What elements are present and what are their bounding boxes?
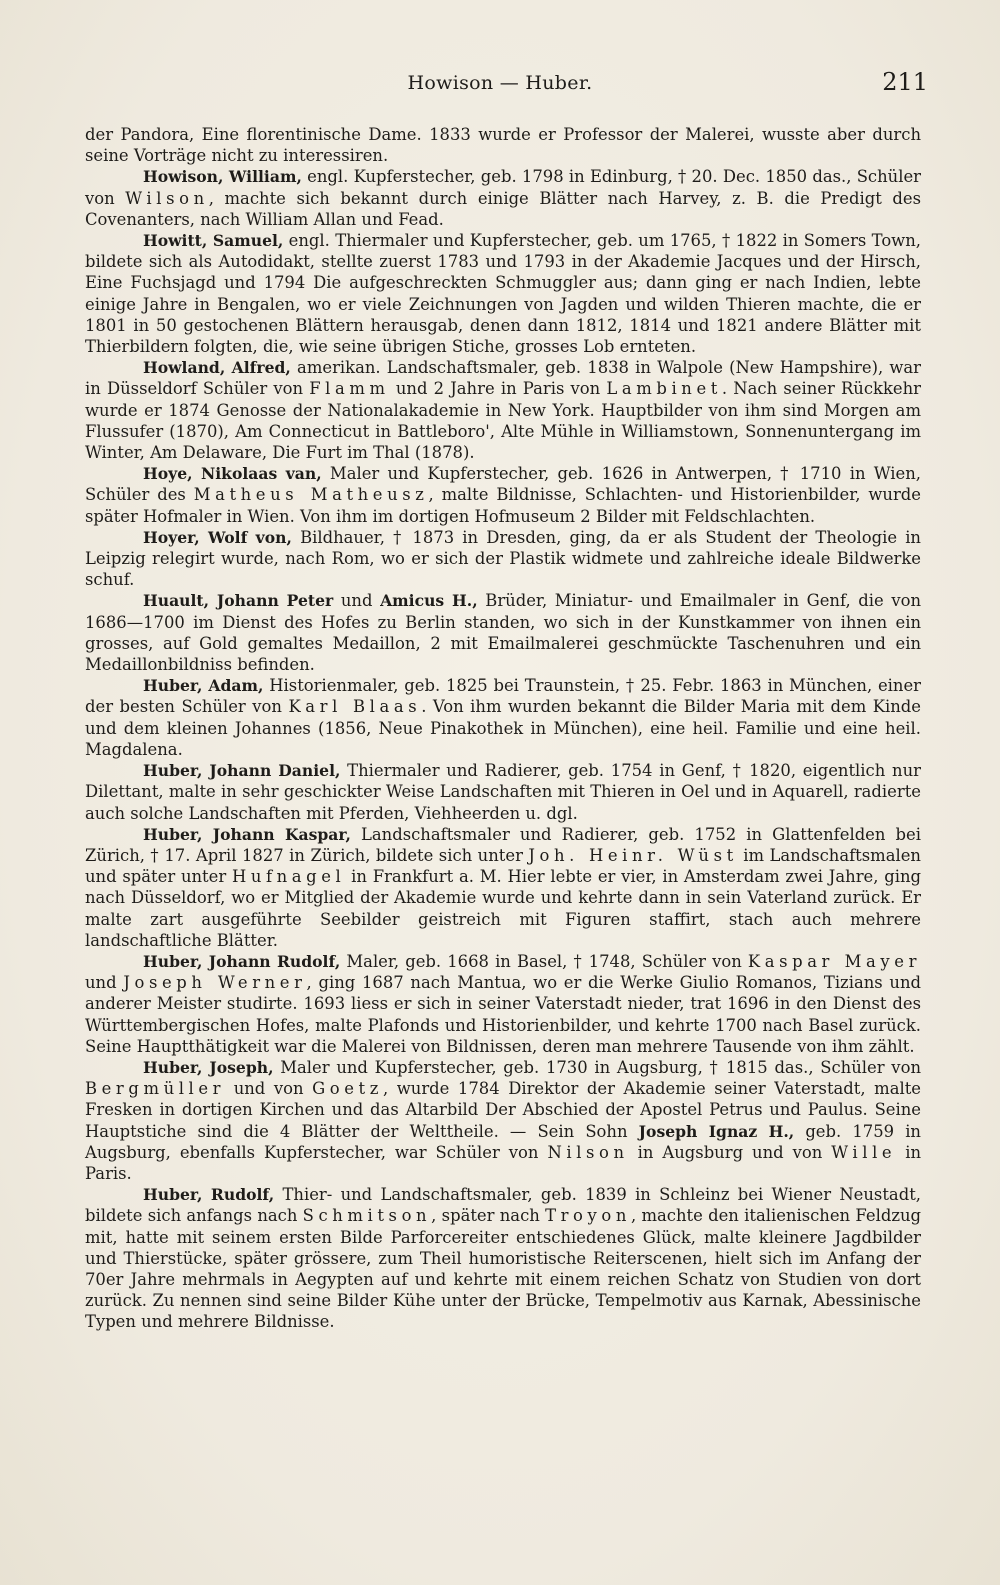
entry-text: Historienmaler, geb. 1825 bei Traunstein, † 25. Febr. 1863 in München, einer der besten Schüler von bbox=[85, 676, 921, 717]
entry-text: Bildhauer, † 1873 in Dresden, ging, da er als Student der Theologie in Leipzig relegirt wurde, nach Rom, wo er sich der Plastik widmete und zahlreiche ideale Bildwerke schuf. bbox=[85, 527, 921, 590]
spaced-name: Wille bbox=[831, 1142, 897, 1162]
dictionary-entry bbox=[85, 230, 921, 357]
entry-text: und von bbox=[225, 1079, 313, 1099]
entry-text: engl. Kupferstecher, geb. 1798 in Edinburg, † 20. Dec. 1850 das., Schüler von bbox=[85, 167, 921, 208]
entry-text: und bbox=[85, 973, 124, 993]
entry-text: , machte den italienischen Feldzug mit, hatte mit seinem ersten Bilde Parforcereiter entschiedenes Glück, malte kleinere Jagdbilder und Thierstücke, später grössere, zum Theil humoristische Reiterscenen, hielt sich im Anfang der 70er Jahre mehrmals in Aegypten auf und kehrte mit einem reichen Schatz von Studien von dort zurück. Zu nennen sind seine Bilder Kühe unter der Brücke, Tempelmotiv aus Karnak, Abessinische Typen und mehrere Bildnisse. bbox=[85, 1206, 921, 1332]
spaced-name: Matheus Matheusz bbox=[193, 485, 429, 505]
entry-text: der Pandora, Eine florentinische Dame. 1833 wurde er Professor der Malerei, wusste aber durch seine Vorträge nicht zu interessiren. bbox=[85, 125, 921, 166]
spaced-name: Wilson bbox=[125, 188, 209, 208]
entry-text: in Frankfurt a. M. Hier lebte er vier, in Amsterdam zwei Jahre, ging nach Düsseldorf, wo er Mitglied der Akademie wurde und kehrte dann in sein Vaterland zurück. Er malte zart ausgeführte Seebilder geistreich mit Figuren staffirt, stach auch mehrere landschaftliche Blätter. bbox=[85, 867, 921, 950]
spaced-name: Joseph Werner bbox=[123, 973, 307, 993]
spaced-name: Troyon bbox=[545, 1206, 631, 1226]
entry-text: im Landschaftsmalen und später unter bbox=[85, 845, 921, 887]
entry-text: , später nach bbox=[431, 1206, 546, 1226]
dictionary-entry bbox=[85, 1184, 921, 1332]
entry-text: , machte sich bekannt durch einige Blätter nach Harvey, z. B. die Predigt des Covenanters, nach William Allan und Fead. bbox=[85, 188, 921, 229]
dictionary-entry bbox=[85, 1057, 921, 1184]
running-head bbox=[0, 68, 1000, 104]
entry-text: . Nach seiner Rückkehr wurde er 1874 Genosse der Nationalakademie in New York. Hauptbilder von ihm sind Morgen am Flussufer (1870), Am Connecticut in Battleboro', Alte Mühle in Williamstown, Sonnenuntergang im Winter, Am Delaware, Die Furt im Thal (1878). bbox=[85, 379, 921, 463]
entry-text: Maler und Kupferstecher, geb. 1626 in Antwerpen, † 1710 in Wien, Schüler des bbox=[85, 464, 921, 505]
entry-headword: Huber, Adam, bbox=[143, 676, 264, 696]
dictionary-entry bbox=[85, 675, 921, 760]
entry-headword: Huber, Johann Kaspar, bbox=[143, 824, 351, 844]
entry-text: Maler, geb. 1668 in Basel, † 1748, Schüler von bbox=[340, 951, 748, 971]
entry-headword: Huber, Rudolf, bbox=[143, 1185, 275, 1205]
spaced-name: Nilson bbox=[547, 1142, 629, 1162]
entry-headword: Howland, Alfred, bbox=[143, 358, 291, 378]
dictionary-entry bbox=[85, 463, 921, 527]
entry-text: amerikan. Landschaftsmaler, geb. 1838 in Walpole (New Hampshire), war in Düsseldorf Schüler von bbox=[85, 358, 922, 399]
spaced-name: Karl Blaas bbox=[288, 697, 422, 717]
entry-text: . Von ihm wurden bekannt die Bilder Maria mit dem Kinde und dem kleinen Johannes (1856, Neue Pinakothek in München), eine heil. Familie und eine heil. Magdalena. bbox=[85, 697, 922, 759]
entry-text: , malte Bildnisse, Schlachten- und Historienbilder, wurde später Hofmaler in Wien. Von ihm im dortigen Hofmuseum 2 Bilder mit Feldschlachten. bbox=[85, 485, 921, 526]
page-number: 211 bbox=[882, 68, 928, 96]
entry-text: Landschaftsmaler und Radierer, geb. 1752 in Glattenfelden bei Zürich, † 17. April 1827 in Zürich, bildete sich unter bbox=[85, 824, 921, 865]
entry-headword: Howison, William, bbox=[143, 167, 302, 187]
entry-text: , ging 1687 nach Mantua, wo er die Werke Giulio Romanos, Tizians und anderer Meister studirte. 1693 liess er sich in seiner Vaterstadt nieder, trat 1696 in den Dienst des Württembergischen Hofes, malte Plafonds und Historienbilder, und kehrte 1700 nach Basel zurück. Seine Hauptthätigkeit war die Malerei von Bildnissen, deren man mehrere Tausende von ihm zählt. bbox=[85, 973, 922, 1056]
entry-text: und bbox=[333, 591, 381, 611]
entry-headword: Howitt, Samuel, bbox=[143, 231, 284, 251]
entry-text: Thier- und Landschaftsmaler, geb. 1839 in Schleinz bei Wiener Neustadt, bildete sich anfangs nach bbox=[85, 1185, 921, 1226]
dictionary-entry bbox=[85, 824, 921, 951]
spaced-name: Kaspar Mayer bbox=[747, 951, 921, 971]
entry-text: Thiermaler und Radierer, geb. 1754 in Genf, † 1820, eigentlich nur Dilettant, malte in sehr geschickter Weise Landschaften mit Thieren in Oel und in Aquarell, radierte auch solche Landschaften mit Pferden, Viehheerden u. dgl. bbox=[85, 761, 921, 823]
entry-headword: Huault, Johann Peter bbox=[143, 591, 334, 611]
entry-text: in Augsburg und von bbox=[628, 1142, 832, 1162]
entry-headword: Hoye, Nikolaas van, bbox=[143, 464, 322, 484]
running-head-title: Howison — Huber. bbox=[407, 72, 593, 94]
dictionary-entry bbox=[85, 590, 921, 675]
entry-headword: Joseph Ignaz H., bbox=[638, 1121, 795, 1141]
entry-headword: Huber, Johann Daniel, bbox=[143, 761, 341, 781]
spaced-name: Goetz bbox=[312, 1079, 383, 1099]
entry-headword: Huber, Johann Rudolf, bbox=[143, 951, 341, 971]
dictionary-entry bbox=[85, 166, 921, 230]
continued-paragraph bbox=[85, 124, 921, 166]
spaced-name: Schmitson bbox=[302, 1206, 432, 1226]
entry-headword: Amicus H., bbox=[380, 591, 478, 611]
entry-text: Maler und Kupferstecher, geb. 1730 in Augsburg, † 1815 das., Schüler von bbox=[273, 1057, 921, 1077]
entry-headword: Huber, Joseph, bbox=[143, 1057, 274, 1077]
entry-text: geb. 1759 in Augsburg, ebenfalls Kupferstecher, war Schüler von bbox=[85, 1121, 921, 1162]
entry-text: in Paris. bbox=[85, 1142, 922, 1183]
dictionary-body bbox=[85, 124, 921, 1333]
dictionary-entry bbox=[85, 760, 921, 824]
spaced-name: Lambinet bbox=[606, 379, 722, 399]
entry-text: engl. Thiermaler und Kupferstecher, geb. um 1765, † 1822 in Somers Town, bildete sich als Autodidakt, stellte zuerst 1783 und 1793 in der Akademie Jacques und der Hirsch, Eine Fuchsjagd und 1794 Die aufgeschreckten Schmuggler aus; dann ging er nach Indien, lebte einige Jahre in Bengalen, wo er viele Zeichnungen von Jagden und wilden Thieren machte, die er 1801 in 50 gestochenen Blättern herausgab, denen dann 1812, 1814 und 1821 andere Blätter mit Thierbildern folgten, die, wie seine übrigen Stiche, grosses Lob ernteten. bbox=[85, 231, 921, 357]
dictionary-entry bbox=[85, 357, 921, 463]
dictionary-entry bbox=[85, 527, 921, 591]
spaced-name: Joh. Heinr. Wüst bbox=[528, 845, 738, 865]
spaced-name: Bergmüller bbox=[85, 1079, 226, 1099]
spaced-name: Flamm bbox=[309, 379, 390, 399]
dictionary-entry bbox=[85, 951, 921, 1057]
spaced-name: Hufnagel bbox=[231, 867, 346, 887]
entry-text: und 2 Jahre in Paris von bbox=[389, 379, 607, 399]
entry-text: , wurde 1784 Direktor der Akademie seiner Vaterstadt, malte Fresken in dortigen Kirchen und das Altarbild Der Abschied der Apostel Petrus und Paulus. Seine Hauptstiche sind die 4 Blätter der Welttheile. — Sein Sohn bbox=[85, 1079, 921, 1141]
entry-headword: Hoyer, Wolf von, bbox=[143, 527, 292, 547]
entry-text: Brüder, Miniatur- und Emailmaler in Genf, die von 1686—1700 im Dienst des Hofes zu Berlin standen, wo sich in der Kunstkammer von ihnen ein grosses, auf Gold gemaltes Medaillon, 2 mit Emailmalerei geschmückte Taschenuhren und ein Medaillonbildniss befinden. bbox=[85, 591, 922, 675]
